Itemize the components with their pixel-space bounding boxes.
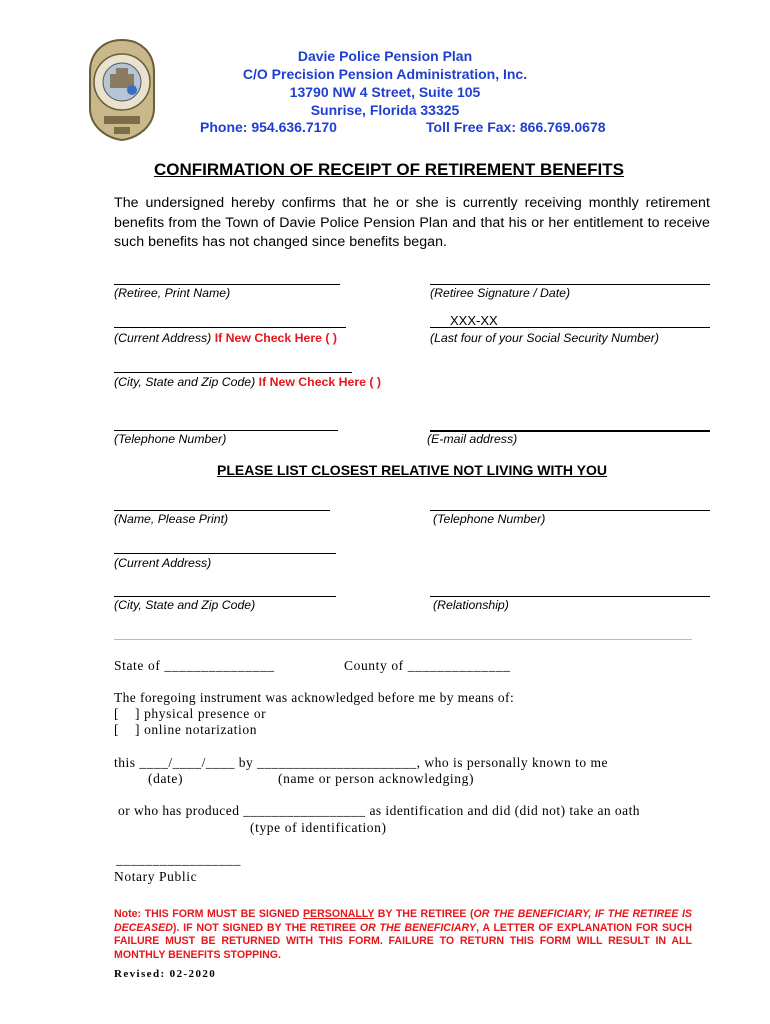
telephone-label: (Telephone Number) (114, 432, 227, 446)
fax-number: Toll Free Fax: 866.769.0678 (426, 119, 606, 135)
relationship-label: (Relationship) (433, 598, 509, 612)
city-state-zip-line[interactable] (114, 372, 352, 373)
relative-heading: PLEASE LIST CLOSEST RELATIVE NOT LIVING WITH YOU (217, 462, 607, 478)
relative-address-line[interactable] (114, 553, 336, 554)
email-label: (E-mail address) (427, 432, 518, 446)
ssn-prefix: XXX-XX (450, 313, 498, 328)
street-address: 13790 NW 4 Street, Suite 105 (289, 84, 481, 100)
retiree-signature-line[interactable] (430, 284, 710, 285)
retiree-name-label: (Retiree, Print Name) (114, 286, 231, 300)
admin-name: C/O Precision Pension Administration, Inc. (242, 66, 528, 82)
relative-city-label: (City, State and Zip Code) (114, 598, 256, 612)
city-state-zip-label: (City, State and Zip Code) If New Check Here ( ) (114, 375, 381, 389)
new-check-box-2[interactable]: If New Check Here ( ) (258, 375, 381, 389)
notary-id-label: (type of identification) (250, 820, 387, 835)
ssn-label: (Last four of your Social Security Number) (430, 331, 659, 345)
relative-name-label: (Name, Please Print) (114, 512, 229, 526)
notary-state: State of _______________ (114, 658, 275, 673)
option-physical[interactable]: [ ] physical presence or (114, 706, 267, 721)
relative-phone-label: (Telephone Number) (433, 512, 546, 526)
notary-produced: or who has produced _________________ as identification and did (did not) take an oath (118, 803, 640, 818)
revised-date: Revised: 02-2020 (114, 968, 217, 980)
notary-public-label: Notary Public (114, 869, 198, 884)
ssn-line[interactable] (430, 327, 710, 328)
intro-paragraph: The undersigned hereby confirms that he or she is currently receiving monthly retirement benefits from the Town of Davie Police Pension Plan and that his or her entitlement to receive such benefits has not changed since benefits began. (114, 195, 710, 250)
phone-number: Phone: 954.636.7170 (200, 119, 337, 135)
relative-address-label: (Current Address) (114, 556, 212, 570)
retiree-name-line[interactable] (114, 284, 340, 285)
notary-this-line: this ____/____/____ by ______________________, who is personally known to me (114, 755, 608, 770)
notary-ack: The foregoing instrument was acknowledged before me by means of: (114, 690, 515, 705)
notary-name-label: (name or person acknowledging) (278, 771, 475, 786)
notary-signature-line[interactable]: _________________ (116, 852, 241, 867)
org-name: Davie Police Pension Plan (297, 48, 473, 64)
current-address-label: (Current Address) If New Check Here ( ) (114, 331, 338, 345)
warning-note: Note: THIS FORM MUST BE SIGNED PERSONALLY BY THE RETIREE (OR THE BENEFICIARY, IF THE RETIREE IS DECEASED). IF NOT SIGNED BY THE RETIREE OR THE BENEFICIARY, A LETTER OF EXPLANATION FOR SUCH FAILURE MUST BE RETURNED WITH THIS FORM. FAILURE TO RETURN THIS FORM WILL RESULT IN ALL MONTHLY BENEFITS STOPPING. (114, 908, 692, 961)
section-divider (114, 639, 692, 640)
notary-county: County of ______________ (344, 658, 511, 673)
relative-city-line[interactable] (114, 596, 336, 597)
city-address: Sunrise, Florida 33325 (310, 102, 460, 118)
relationship-line[interactable] (430, 596, 710, 597)
relative-name-line[interactable] (114, 510, 330, 511)
relative-phone-line[interactable] (430, 510, 710, 511)
notary-date-label: (date) (148, 771, 184, 786)
new-check-box-1[interactable]: If New Check Here ( ) (214, 331, 338, 345)
current-address-line[interactable] (114, 327, 346, 328)
retiree-signature-label: (Retiree Signature / Date) (430, 286, 571, 300)
option-online[interactable]: [ ] online notarization (114, 722, 258, 737)
telephone-line[interactable] (114, 430, 338, 431)
form-title: CONFIRMATION OF RECEIPT OF RETIREMENT BENEFITS (153, 160, 624, 179)
